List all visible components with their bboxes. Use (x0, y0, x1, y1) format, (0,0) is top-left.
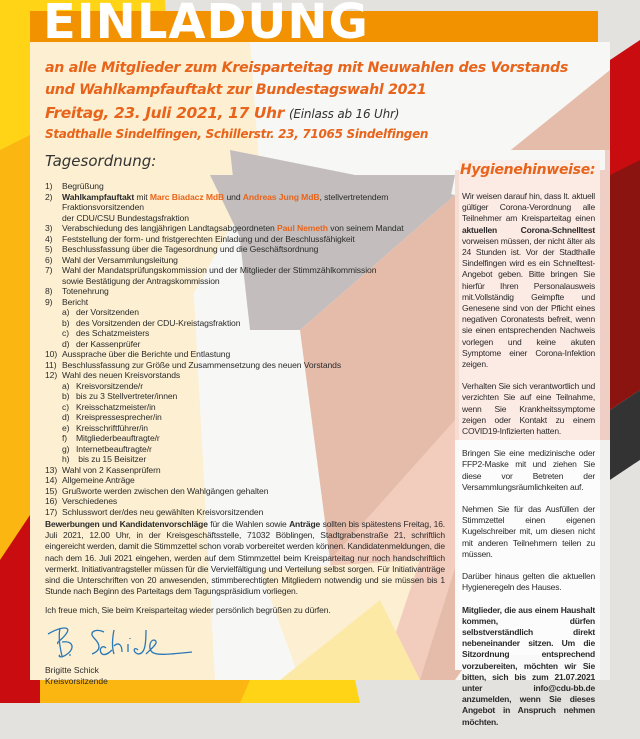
event-date (45, 104, 399, 122)
agenda-item-text-part: , stellvertretendem Fraktionsvorsitzenden (62, 191, 389, 212)
subtitle-line-1: an alle Mitglieder zum Kreisparteitag mit Neuwahlen des Vorstands (45, 60, 569, 76)
agenda-item-text-part: Verabschiedung des langjährigen Landtagsabgeordneten (62, 223, 277, 233)
agenda-subitem-letter: c) (62, 328, 69, 338)
agenda-subitem-text: des Schatzmeisters (76, 328, 150, 338)
agenda-item-text: Beschlussfassung über die Tagesordnung und die Geschäftsordnung (62, 244, 319, 254)
page-title: EINLADUNG (43, 0, 369, 50)
agenda-item-number: 6) (45, 254, 53, 265)
agenda-item-continuation: der CDU/CSU Bundestagsfraktion (62, 212, 189, 223)
agenda-item (45, 475, 450, 486)
agenda-subitem-letter: e) (62, 422, 70, 433)
agenda-subitem-text: des Vorsitzenden der CDU-Kreistagsfraktion (76, 317, 241, 328)
agenda-subitem-letter: b) (62, 391, 70, 401)
agenda-item-number: 17) (45, 506, 58, 517)
hygiene-heading: Hygienehinweise: (460, 162, 596, 178)
agenda-subitem-text: Kreisvorsitzende/r (76, 380, 143, 391)
agenda-subitem (62, 318, 450, 329)
hygiene-paragraph-seating: Mitglieder, die aus einem Haushalt kommen, dürfen selbstverständlich direkt nebeneinander sitzen. Um die Sitzordnung entsprechend vorzubereiten, möchten wir Sie bitten, sich bis zum 21.07.2021 unter info@cdu-bb.de anzumelden, wenn Sie dieses Angebot in Anspruch nehmen möchten. (462, 604, 595, 727)
agenda-list (45, 181, 450, 517)
agenda-subitem-text: Kreisschatzmeister/in (76, 401, 156, 412)
agenda-subitem-text: bis zu 15 Beisitzer (76, 454, 147, 464)
signature (42, 622, 202, 662)
agenda-item (45, 297, 450, 308)
agenda-item (45, 223, 450, 234)
agenda-subitem (62, 423, 450, 434)
agenda-subitem-letter: f) (62, 433, 68, 443)
agenda-subitem (62, 412, 450, 423)
hygiene-paragraph (462, 191, 595, 370)
agenda-item-number: 14) (45, 475, 58, 485)
agenda-item-text: Grußworte werden zwischen den Wahlgängen gehalten (62, 485, 269, 496)
agenda-item (45, 255, 450, 266)
agenda-subitem-letter: g) (62, 443, 70, 454)
agenda-item-text: Wahl von 2 Kassenprüfern (62, 464, 161, 475)
agenda-subitem (62, 444, 450, 455)
subtitle-line-2: und Wahlkampfauftakt zur Bundestagswahl 2021 (45, 82, 427, 98)
candidates-text-part: für die Wahlen sowie (207, 519, 290, 529)
agenda-item-number: 10) (45, 349, 58, 359)
agenda-item-number: 3) (45, 223, 53, 233)
subtitle (45, 57, 605, 101)
candidates-text-part: sollten bis spätestens Freitag, 16. Juli 2021, 12.00 Uhr, in der Kreisgeschäftsstelle, 71032 Böblingen, Stadtgrabenstraße 21, schriftlich eingereicht werden, damit die Stimmzettel schon vorab vorbereitet werden können. Kandidatenmeldungen, die nach dem 16. Juli 2021 eingehen, werden auf dem Stimmzettel beim Kreisparteitag nur noch handschriftlich vermerkt. Initiativantragsteller müssen für die Vervielfältigung und Verteilung selbst sorgen. Für Initiativanträge sind die Unterschriften von 20 anwesenden, stimmberechtigten Mitgliedern notwendig und sie müssen bis 1 Stunde nach Beginn des Parteitags dem Tagungspräsidium vorliegen. (45, 519, 445, 597)
greeting: Ich freue mich, Sie beim Kreisparteitag wieder persönlich begrüßen zu dürfen. (45, 605, 331, 615)
agenda-item (45, 244, 450, 255)
signer (45, 665, 108, 687)
agenda-item-text (62, 265, 376, 286)
agenda-item (45, 181, 450, 192)
agenda-item-text: Totenehrung (62, 286, 109, 296)
event-date-text: Freitag, 23. Juli 2021, 17 Uhr (45, 104, 284, 122)
agenda-item-text-part: Wahl der Mandatsprüfungskommission und der Mitglieder der Stimmzählkommission (62, 265, 377, 275)
agenda-subitem-letter: d) (62, 338, 70, 349)
agenda-item-text: Feststellung der form- und fristgerechten Einladung und der Beschlussfähigkeit (62, 233, 355, 244)
agenda-subitem (62, 391, 450, 402)
agenda-item-text-part: von seinem Mandat (327, 223, 404, 233)
entry-time: (Einlass ab 16 Uhr) (288, 107, 400, 121)
hygiene-notes (462, 191, 595, 739)
agenda-subitem-letter: a) (62, 380, 70, 391)
candidates-bold-text: Anträge (289, 519, 321, 529)
agenda-item-text: Bericht (62, 296, 89, 307)
agenda-item (45, 265, 450, 286)
agenda-subitem-text: bis zu 3 Stellvertreter/innen (76, 391, 178, 401)
agenda-subitem-text: der Vorsitzenden (76, 307, 139, 317)
agenda-subitem (62, 381, 450, 392)
agenda-subitem-text: Mitgliederbeauftragte/r (76, 433, 160, 443)
agenda-subitem-letter: b) (62, 317, 70, 328)
agenda-subitem-text: der Kassenprüfer (76, 338, 141, 349)
agenda-item-text: Beschlussfassung zur Größe und Zusammensetzung des neuen Vorstands (62, 359, 342, 370)
candidates-bold-text: Bewerbungen und Kandidatenvorschläge (45, 519, 208, 529)
event-venue: Stadthalle Sindelfingen, Schillerstr. 23, 71065 Sindelfingen (45, 127, 429, 141)
agenda-item-number: 1) (45, 181, 53, 191)
agenda-item-number: 7) (45, 265, 53, 275)
agenda-item (45, 234, 450, 245)
agenda-subitem-letter: d) (62, 412, 70, 422)
agenda-item-number: 13) (45, 464, 58, 475)
agenda-item (45, 496, 450, 507)
agenda-subitem-letter: c) (62, 401, 69, 412)
agenda-item-text: Begrüßung (62, 181, 104, 191)
agenda-item-text: Allgemeine Anträge (62, 475, 135, 485)
agenda-subitem-text: Internetbeauftragte/r (76, 443, 152, 454)
agenda-item (45, 360, 450, 371)
agenda-item (45, 507, 450, 518)
agenda-item-bold: Wahlkampfauftakt (62, 191, 135, 202)
agenda-subitem-text: Kreisschriftführer/in (76, 422, 148, 433)
agenda-item-number: 11) (45, 359, 57, 370)
hygiene-paragraph: Darüber hinaus gelten die aktuellen Hygieneregeln des Hauses. (462, 571, 595, 593)
agenda-subitem (62, 454, 450, 465)
agenda-subitem (62, 307, 450, 318)
agenda-item-number: 12) (45, 370, 58, 380)
agenda-item-text: Wahl der Versammlungsleitung (62, 254, 178, 265)
agenda-item-continuation: sowie Bestätigung der Antragskommission (62, 275, 220, 286)
agenda-item-text-part: mit (134, 191, 150, 202)
agenda-item-text: Verschiedenes (62, 496, 118, 506)
agenda-item-number: 16) (45, 496, 58, 506)
agenda-item (45, 465, 450, 476)
signer-role: Kreisvorsitzende (45, 676, 108, 686)
agenda-item-text: Wahl des neuen Kreisvorstands (62, 370, 181, 380)
agenda-subitem (62, 433, 450, 444)
report-subitems (45, 307, 450, 349)
election-subitems (45, 381, 450, 465)
agenda-item (45, 192, 450, 224)
speaker-name: Andreas Jung MdB (242, 191, 320, 202)
agenda-subitem-text: Kreispressesprecher/in (76, 412, 162, 422)
speaker-name: Marc Biadacz MdB (149, 191, 225, 202)
agenda-item-text-part: und (224, 191, 243, 202)
hygiene-text-part: vorweisen müssen, der nicht älter als 24 Stunden ist. Vor der Stadthalle Sindelfingen wird es ein Schnelltest-Angebot geben. Bitte bringen Sie hierfür Ihren Personalausweis mit.Vollständig Geimpfte und Genesene sind von der Pflicht eines negativen Coronatests befreit, wenn sie einen entsprechenden Nachweis vorlegen und keine akuten Symptome einer Corona-Infektion zeigen. (462, 235, 595, 370)
agenda-item-number: 8) (45, 286, 53, 296)
agenda-item (45, 486, 450, 497)
agenda-item (45, 349, 450, 360)
agenda-item-number: 2) (45, 191, 53, 202)
agenda-subitem (62, 402, 450, 413)
agenda-subitem-letter: h) (62, 454, 70, 464)
agenda-item (45, 370, 450, 381)
agenda-subitem-letter: a) (62, 307, 70, 317)
agenda-item-number: 9) (45, 296, 53, 307)
agenda-item-number: 15) (45, 485, 58, 496)
hygiene-paragraph: Verhalten Sie sich verantwortlich und verzichten Sie auf eine Teilnahme, wenn Sie Krankheitssymptome zeigen oder Kontakt zu einem COVID19-Infizierten hatten. (462, 381, 595, 437)
agenda-item-number: 5) (45, 244, 53, 254)
hygiene-paragraph: Nehmen Sie für das Ausfüllen der Stimmzettel einen eigenen Kugelschreiber mit, um diesen nicht mit anderen Teilnehmern teilen zu müssen. (462, 504, 595, 559)
hygiene-bold-text: aktuellen Corona-Schnelltest (462, 224, 595, 235)
agenda-item-text: Schlusswort der/des neu gewählten Kreisvorsitzenden (62, 506, 264, 517)
agenda-subitem (62, 328, 450, 339)
agenda-item-text: Aussprache über die Berichte und Entlastung (62, 349, 231, 359)
signer-name: Brigitte Schick (45, 665, 99, 675)
agenda-item-number: 4) (45, 233, 53, 244)
hygiene-text-part: Wir weisen darauf hin, dass lt. aktuell gültiger Corona-Verordnung alle Teilnehmer am Kreisparteitag einen (462, 191, 595, 224)
agenda-item-text (62, 223, 404, 234)
hygiene-paragraph: Bringen Sie eine medizinische oder FFP2-Maske mit und ziehen Sie diese vor Betreten der Versammlungsräumlichkeiten auf. (462, 448, 595, 492)
candidates-paragraph (45, 519, 445, 597)
agenda-subitem (62, 339, 450, 350)
honoree-name: Paul Nemeth (276, 223, 328, 233)
agenda-heading: Tagesordnung: (45, 152, 157, 170)
agenda-item-text (62, 192, 450, 224)
agenda-item (45, 286, 450, 297)
